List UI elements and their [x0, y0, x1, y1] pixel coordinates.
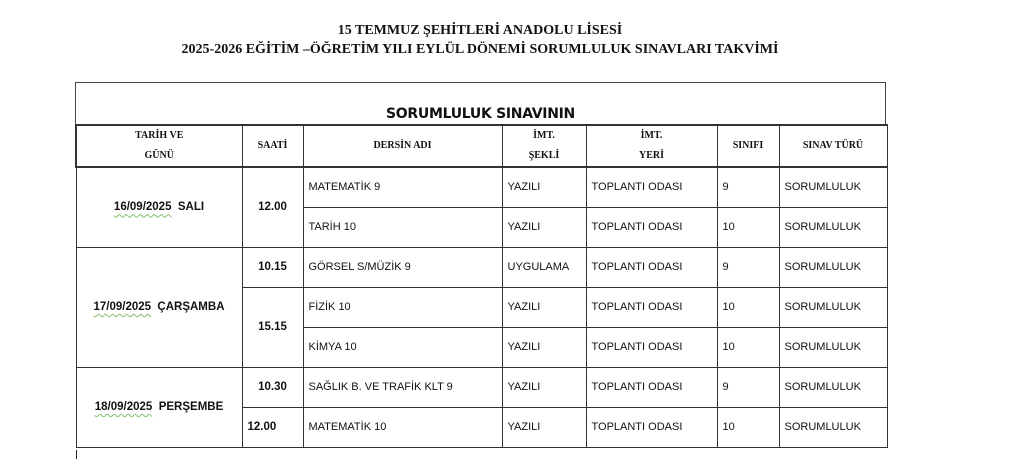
- grade-cell: 10: [717, 407, 779, 447]
- category-cell: SORUMLULUK: [779, 167, 887, 207]
- header-row: [76, 125, 887, 167]
- category-cell: SORUMLULUK: [779, 247, 887, 287]
- exam-type-cell: UYGULAMA: [502, 247, 586, 287]
- place-cell: TOPLANTI ODASI: [586, 247, 717, 287]
- grade-cell: 10: [717, 207, 779, 247]
- date-cell: 16/09/2025 SALI: [76, 167, 242, 247]
- date-cell: 18/09/2025 PERŞEMBE: [76, 367, 242, 447]
- table-row: [76, 367, 887, 407]
- time-cell: 10.30: [242, 367, 303, 407]
- header-date: TARİH VE GÜNÜ: [76, 125, 242, 167]
- grade-cell: 9: [717, 167, 779, 207]
- header-course: DERSİN ADI: [303, 125, 502, 167]
- course-cell: FİZİK 10: [303, 287, 502, 327]
- time-cell: 10.15: [242, 247, 303, 287]
- course-cell: TARİH 10: [303, 207, 502, 247]
- category-cell: SORUMLULUK: [779, 407, 887, 447]
- grade-cell: 9: [717, 367, 779, 407]
- exam-type-cell: YAZILI: [502, 327, 586, 367]
- exam-type-cell: YAZILI: [502, 407, 586, 447]
- course-cell: MATEMATİK 9: [303, 167, 502, 207]
- place-cell: TOPLANTI ODASI: [586, 367, 717, 407]
- course-cell: SAĞLIK B. VE TRAFİK KLT 9: [303, 367, 502, 407]
- table-caption: SORUMLULUK SINAVININ: [386, 106, 575, 122]
- category-cell: SORUMLULUK: [779, 327, 887, 367]
- category-cell: SORUMLULUK: [779, 287, 887, 327]
- school-name-title: 15 TEMMUZ ŞEHİTLERİ ANADOLU LİSESİ: [337, 23, 623, 38]
- header-grade: SINIFI: [717, 125, 779, 167]
- course-cell: GÖRSEL S/MÜZİK 9: [303, 247, 502, 287]
- exam-calendar-title: 2025-2026 EĞİTİM –ÖĞRETİM YILI EYLÜL DÖNEMİ SORUMLULUK SINAVLARI TAKVİMİ: [181, 42, 779, 57]
- date-cell: 17/09/2025 ÇARŞAMBA: [76, 247, 242, 367]
- place-cell: TOPLANTI ODASI: [586, 167, 717, 207]
- grade-cell: 9: [717, 247, 779, 287]
- text-cursor: [76, 450, 77, 459]
- place-cell: TOPLANTI ODASI: [586, 327, 717, 367]
- header-category: SINAV TÜRÜ: [779, 125, 887, 167]
- header-exam-type: İMT. ŞEKLİ: [502, 125, 586, 167]
- exam-type-cell: YAZILI: [502, 367, 586, 407]
- category-cell: SORUMLULUK: [779, 367, 887, 407]
- time-cell: 12.00: [242, 167, 303, 247]
- course-cell: MATEMATİK 10: [303, 407, 502, 447]
- place-cell: TOPLANTI ODASI: [586, 207, 717, 247]
- exam-type-cell: YAZILI: [502, 207, 586, 247]
- time-cell: 15.15: [242, 287, 303, 367]
- grade-cell: 10: [717, 327, 779, 367]
- table-row: [76, 247, 887, 287]
- place-cell: TOPLANTI ODASI: [586, 407, 717, 447]
- grade-cell: 10: [717, 287, 779, 327]
- exam-type-cell: YAZILI: [502, 287, 586, 327]
- time-cell: 12.00: [242, 407, 303, 447]
- header-time: SAATİ: [242, 125, 303, 167]
- table-caption-frame: [75, 82, 886, 124]
- place-cell: TOPLANTI ODASI: [586, 287, 717, 327]
- course-cell: KİMYA 10: [303, 327, 502, 367]
- header-place: İMT. YERİ: [586, 125, 717, 167]
- category-cell: SORUMLULUK: [779, 207, 887, 247]
- exam-type-cell: YAZILI: [502, 167, 586, 207]
- exam-schedule-table: [75, 124, 888, 448]
- table-row: [76, 167, 887, 207]
